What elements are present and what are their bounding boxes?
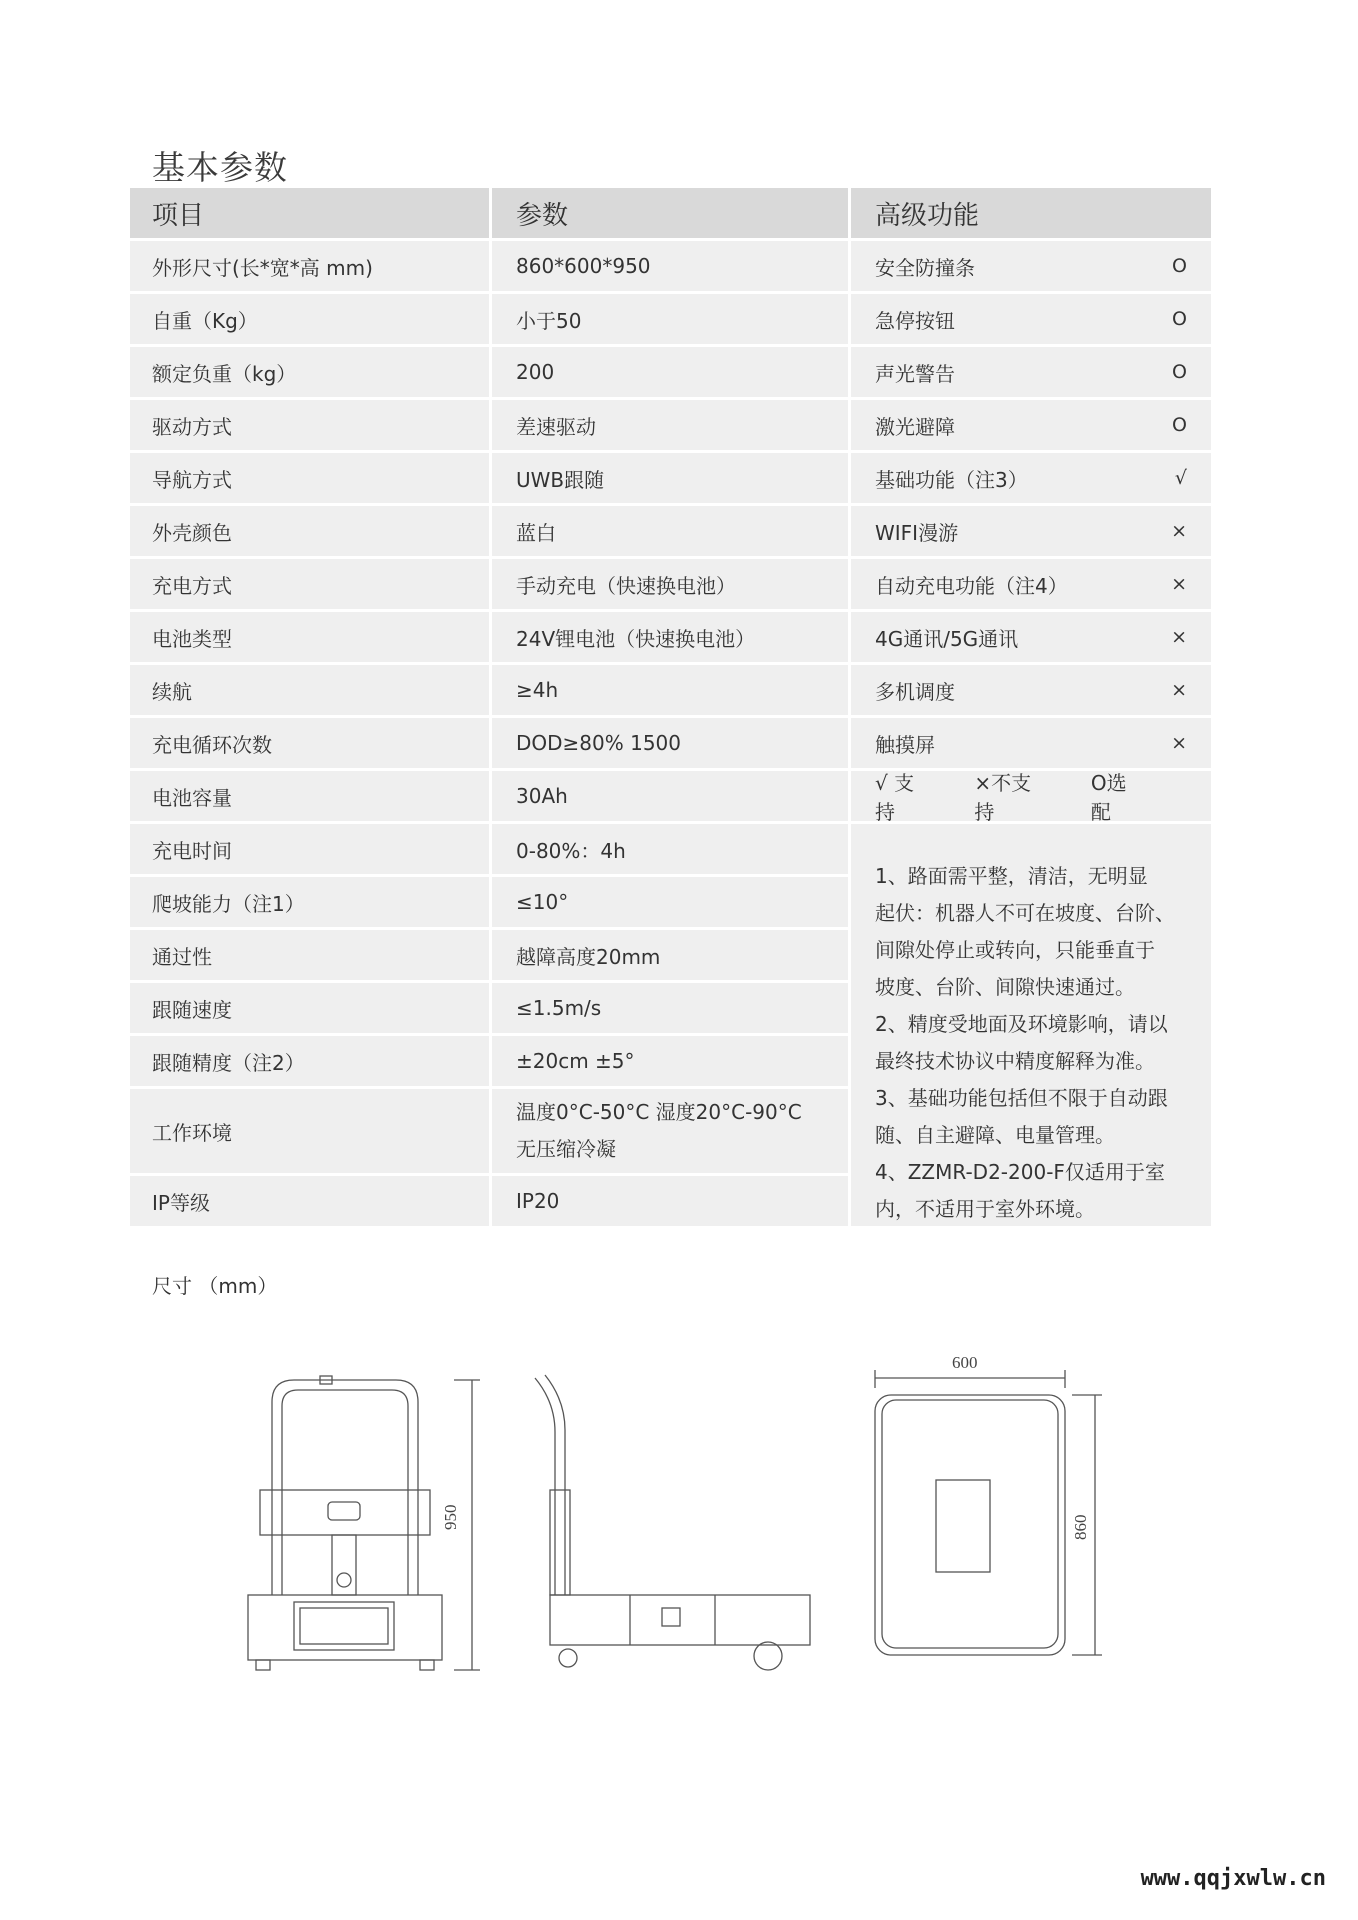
table-row-value-cell (492, 347, 848, 397)
feature-label: 4G通讯/5G通讯 (875, 626, 1019, 651)
row-item-label: 额定负重（kg） (152, 361, 297, 386)
table-row-value-cell (492, 400, 848, 450)
table-row-value-cell (492, 1089, 848, 1173)
row-value-label: 差速驱动 (516, 414, 596, 439)
table-row-value-cell (492, 877, 848, 927)
footer-url[interactable]: www.qqjxwlw.cn (1140, 1866, 1326, 1891)
table-row-feature-cell (851, 665, 1211, 715)
row-item-label: 外壳颜色 (152, 520, 232, 545)
row-value-label: 200 (516, 360, 555, 384)
row-value-label: 蓝白 (516, 520, 556, 545)
row-value-label: 0-80%：4h (516, 838, 626, 863)
row-value-label: 30Ah (516, 784, 568, 808)
feature-support-mark: O (1172, 255, 1187, 277)
length-dimension-label: 860 (1071, 1514, 1090, 1540)
feature-support-mark: × (1171, 626, 1187, 648)
row-item-label: 导航方式 (152, 467, 232, 492)
table-row-value-cell (492, 930, 848, 980)
legend-cell (851, 771, 1211, 824)
table-row-feature-cell (851, 400, 1211, 450)
table-row-item-cell (130, 771, 489, 821)
feature-support-mark: O (1172, 414, 1187, 436)
table-row-feature-cell (851, 453, 1211, 503)
table-row-value-cell (492, 1176, 848, 1226)
row-item-label: 跟随精度（注2） (152, 1050, 305, 1075)
note-line: 4、ZZMR-D2-200-F仅适用于室 (875, 1160, 1165, 1184)
table-row-feature-cell (851, 506, 1211, 556)
table-row-item-cell (130, 930, 489, 980)
table-row-item-cell (130, 983, 489, 1033)
row-item-label: IP等级 (152, 1190, 210, 1215)
feature-support-mark: √ (1174, 467, 1187, 489)
table-row-value-cell (492, 506, 848, 556)
notes-text (875, 858, 1175, 1228)
feature-support-mark: × (1171, 679, 1187, 701)
dimension-drawings (220, 1340, 1140, 1700)
row-item-label: 工作环境 (152, 1120, 232, 1145)
legend-item: √ 支持 (875, 771, 915, 824)
table-header-cell (130, 188, 489, 238)
page-title: 基本参数 (152, 148, 288, 187)
table-row-value-cell (492, 559, 848, 609)
height-dimension-label: 950 (441, 1504, 460, 1530)
table-row-value-cell (492, 294, 848, 344)
note-line: 内，不适用于室外环境。 (875, 1197, 1095, 1221)
row-value-label: ±20cm ±5° (516, 1049, 635, 1073)
note-line: 最终技术协议中精度解释为准。 (875, 1049, 1155, 1073)
row-value-label: ≤10° (516, 890, 569, 914)
table-header-label: 高级功能 (875, 200, 980, 231)
table-row-item-cell (130, 612, 489, 662)
table-row-item-cell (130, 877, 489, 927)
feature-label: 急停按钮 (875, 308, 955, 333)
table-row-feature-cell (851, 294, 1211, 344)
feature-support-mark: × (1171, 573, 1187, 595)
note-line: 2、精度受地面及环境影响，请以 (875, 1012, 1168, 1036)
legend-item: ×不支持 (974, 771, 1032, 824)
value-line: 无压缩冷凝 (516, 1137, 616, 1161)
row-item-label: 外形尺寸(长*宽*高 mm) (152, 255, 373, 280)
spec-table (130, 188, 1211, 1250)
row-item-label: 充电循环次数 (152, 732, 272, 757)
table-row-value-cell (492, 241, 848, 291)
table-row-item-cell (130, 1036, 489, 1086)
note-line: 间隙处停止或转向，只能垂直于 (875, 938, 1155, 962)
table-row-item-cell (130, 506, 489, 556)
table-row-item-cell (130, 347, 489, 397)
table-header-label: 项目 (152, 200, 205, 231)
table-row-item-cell (130, 665, 489, 715)
multiline-value (516, 1094, 802, 1168)
row-item-label: 爬坡能力（注1） (152, 891, 305, 916)
feature-label: 激光避障 (875, 414, 955, 439)
table-row-value-cell (492, 665, 848, 715)
feature-label: 基础功能（注3） (875, 467, 1028, 492)
feature-support-mark: O (1172, 361, 1187, 383)
row-value-label: 小于50 (516, 308, 582, 333)
table-header-label: 参数 (516, 200, 569, 231)
row-item-label: 通过性 (152, 944, 212, 969)
table-row-item-cell (130, 1089, 489, 1173)
row-item-label: 跟随速度 (152, 997, 232, 1022)
row-value-label: ≥4h (516, 678, 559, 702)
feature-label: 声光警告 (875, 361, 955, 386)
table-row-item-cell (130, 400, 489, 450)
notes-cell (851, 824, 1211, 1226)
width-dimension-label: 600 (952, 1353, 978, 1372)
table-row-value-cell (492, 612, 848, 662)
feature-label: 自动充电功能（注4） (875, 573, 1068, 598)
row-item-label: 充电方式 (152, 573, 232, 598)
feature-label: WIFI漫游 (875, 520, 959, 545)
legend-item: O选配 (1090, 771, 1127, 824)
table-row-value-cell (492, 453, 848, 503)
row-value-label: 24V锂电池（快速换电池） (516, 626, 756, 651)
table-header-cell (492, 188, 848, 238)
note-line: 随、自主避障、电量管理。 (875, 1123, 1115, 1147)
table-row-value-cell (492, 983, 848, 1033)
feature-label: 安全防撞条 (875, 255, 975, 280)
table-row-feature-cell (851, 241, 1211, 291)
feature-support-mark: × (1171, 732, 1187, 754)
table-row-feature-cell (851, 612, 1211, 662)
note-line: 起伏：机器人不可在坡度、台阶、 (875, 901, 1175, 925)
row-value-label: ≤1.5m/s (516, 996, 602, 1020)
value-line: 温度0°C-50°C 湿度20°C-90°C (516, 1100, 802, 1124)
table-row-item-cell (130, 453, 489, 503)
side-view-drawing (535, 1375, 810, 1670)
table-row-item-cell (130, 824, 489, 874)
table-row-feature-cell (851, 559, 1211, 609)
note-line: 1、路面需平整，清洁，无明显 (875, 864, 1148, 888)
table-row-value-cell (492, 824, 848, 874)
note-line: 坡度、台阶、间隙快速通过。 (875, 975, 1135, 999)
table-row-item-cell (130, 559, 489, 609)
row-item-label: 驱动方式 (152, 414, 232, 439)
table-row-item-cell (130, 241, 489, 291)
table-row-value-cell (492, 718, 848, 768)
row-value-label: IP20 (516, 1189, 560, 1213)
feature-label: 触摸屏 (875, 732, 935, 757)
table-row-item-cell (130, 1176, 489, 1226)
row-item-label: 充电时间 (152, 838, 232, 863)
feature-support-mark: × (1171, 520, 1187, 542)
row-value-label: DOD≥80% 1500 (516, 731, 682, 755)
row-item-label: 自重（Kg） (152, 308, 258, 333)
feature-label: 多机调度 (875, 679, 955, 704)
row-value-label: 手动充电（快速换电池） (516, 573, 736, 598)
feature-support-mark: O (1172, 308, 1187, 330)
table-row-value-cell (492, 1036, 848, 1086)
row-value-label: 越障高度20mm (516, 944, 661, 969)
table-row-feature-cell (851, 347, 1211, 397)
table-row-feature-cell (851, 718, 1211, 768)
row-value-label: UWB跟随 (516, 467, 605, 492)
row-value-label: 860*600*950 (516, 254, 651, 278)
dimensions-title: 尺寸 （mm） (152, 1274, 278, 1298)
table-row-value-cell (492, 771, 848, 821)
table-row-item-cell (130, 294, 489, 344)
table-header-cell (851, 188, 1211, 238)
table-row-item-cell (130, 718, 489, 768)
note-line: 3、基础功能包括但不限于自动跟 (875, 1086, 1168, 1110)
row-item-label: 电池容量 (152, 785, 232, 810)
row-item-label: 续航 (152, 679, 192, 704)
row-item-label: 电池类型 (152, 626, 232, 651)
top-view-drawing (875, 1370, 1102, 1655)
